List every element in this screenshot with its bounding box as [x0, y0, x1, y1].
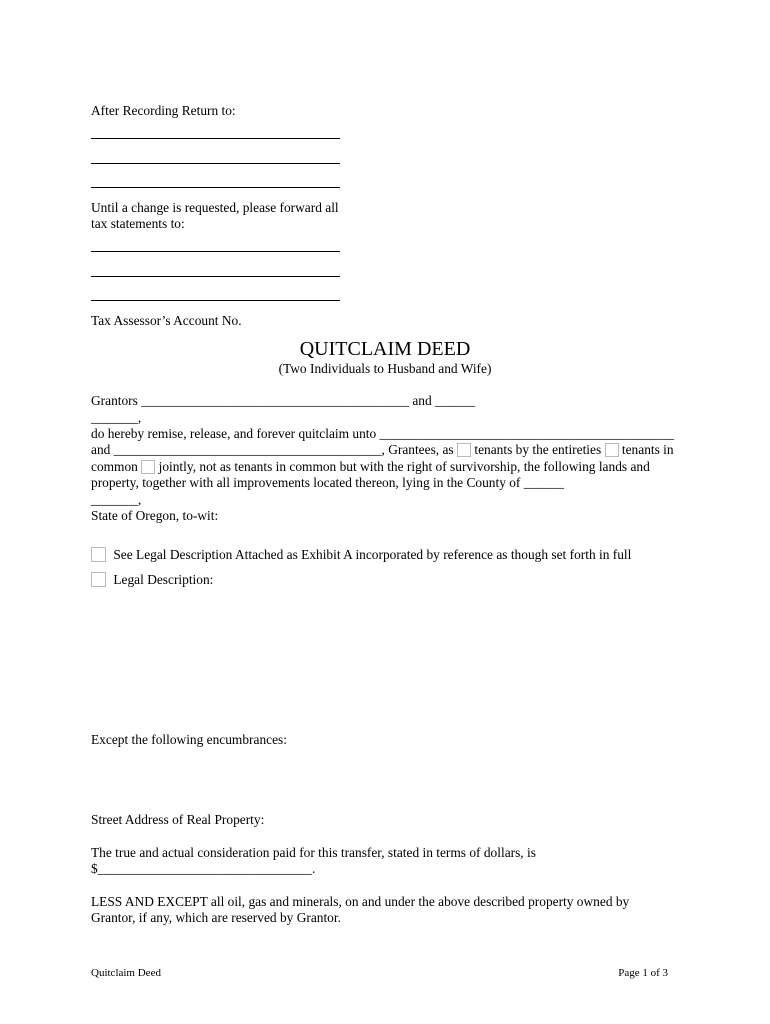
grantees-text: and ________________________________________, Grantees, as	[91, 442, 454, 457]
exhibit-checkbox[interactable]	[91, 547, 106, 562]
common-line	[91, 458, 650, 475]
document-title: QUITCLAIM DEED	[299, 338, 471, 360]
legal-description-checkbox[interactable]	[91, 572, 106, 587]
remise-line: do hereby remise, release, and forever quitclaim unto ____________________________________________	[91, 426, 675, 441]
exhibit-label: See Legal Description Attached as Exhibit A incorporated by reference as though set forth in full	[113, 547, 632, 562]
entireties-checkbox[interactable]	[457, 443, 471, 457]
encumbrances-label: Except the following encumbrances:	[91, 732, 287, 747]
state-line: State of Oregon, to-wit:	[91, 508, 219, 523]
county-continuation: _______,	[91, 492, 142, 507]
grantors-line: Grantors ________________________________________ and ______	[91, 393, 476, 408]
entireties-label: tenants by the entireties	[474, 442, 602, 457]
tax-label-line-1: Until a change is requested, please forward all	[91, 200, 339, 215]
return-line-1	[91, 138, 340, 139]
common-label: common	[91, 459, 138, 474]
return-line-2	[91, 163, 340, 164]
return-line-3	[91, 187, 340, 188]
property-line: property, together with all improvements located thereon, lying in the County of ______	[91, 475, 564, 490]
less-except-line-2: Grantor, if any, which are reserved by Grantor.	[91, 910, 341, 925]
tenants-in-label: tenants in	[621, 442, 674, 457]
jointly-checkbox[interactable]	[141, 460, 155, 474]
footer-title: Quitclaim Deed	[91, 967, 161, 979]
tax-account-label: Tax Assessor’s Account No.	[91, 313, 242, 328]
tax-label-line-2: tax statements to:	[91, 216, 185, 231]
legal-description-label: Legal Description:	[113, 572, 214, 587]
tax-line-3	[91, 300, 340, 301]
grantees-line	[91, 441, 674, 458]
street-address-label: Street Address of Real Property:	[91, 812, 265, 827]
tax-line-2	[91, 276, 340, 277]
return-label: After Recording Return to:	[91, 103, 236, 118]
exhibit-option	[91, 546, 631, 563]
tax-line-1	[91, 251, 340, 252]
document-subtitle: (Two Individuals to Husband and Wife)	[278, 361, 492, 376]
tenants-in-common-checkbox[interactable]	[605, 443, 619, 457]
consideration-line-1: The true and actual consideration paid for this transfer, stated in terms of dollars, is	[91, 845, 536, 860]
consideration-line-2: $________________________________.	[91, 861, 316, 876]
jointly-text: jointly, not as tenants in common but with the right of survivorship, the following lands and	[158, 459, 650, 474]
legal-description-option	[91, 571, 213, 588]
grantors-continuation: _______,	[91, 410, 142, 425]
less-except-line-1: LESS AND EXCEPT all oil, gas and minerals, on and under the above described property owned by	[91, 894, 630, 909]
footer-page-number: Page 1 of 3	[618, 967, 668, 979]
